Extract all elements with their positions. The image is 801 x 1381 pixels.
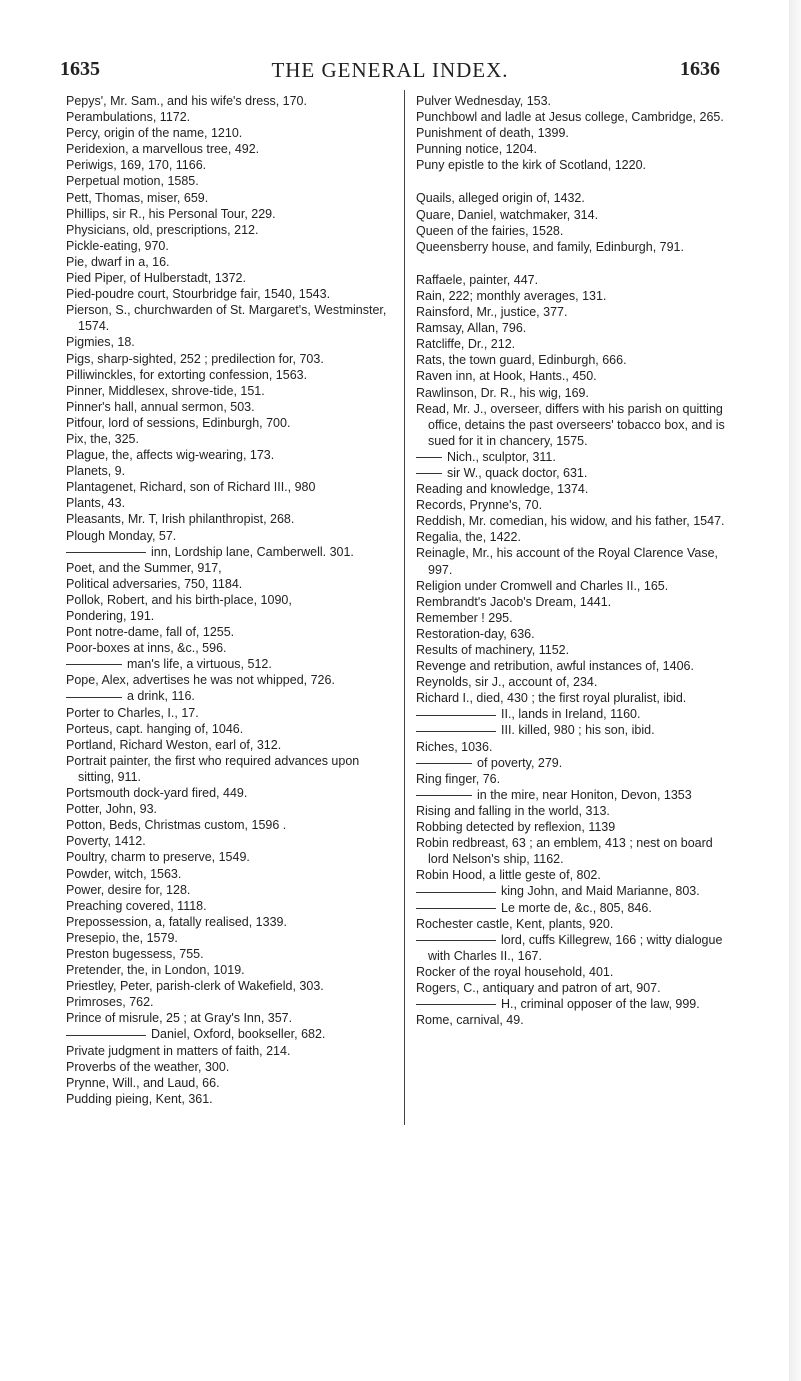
index-entry-text: Rome, carnival, 49.: [416, 1013, 524, 1028]
column-divider: [404, 90, 405, 1125]
index-entry-text: Robin Hood, a little geste of, 802.: [416, 868, 601, 883]
index-entry-text: Poultry, charm to preserve, 1549.: [66, 850, 250, 865]
index-entry-text: Raven inn, at Hook, Hants., 450.: [416, 369, 597, 384]
index-entry-text: of poverty, 279.: [477, 755, 563, 770]
index-entry: [66, 1010, 394, 1026]
index-entry: [416, 401, 732, 449]
index-entry: [416, 739, 732, 755]
index-entry: [66, 930, 394, 946]
index-entry-text: Pudding pieing, Kent, 361.: [66, 1091, 213, 1106]
index-entry: [66, 383, 394, 399]
index-entry: [66, 801, 394, 817]
index-entry-text: Rembrandt's Jacob's Dream, 1441.: [416, 594, 612, 609]
index-entry: [66, 849, 394, 865]
index-entry-text: III. killed, 980 ; his son, ibid.: [501, 723, 655, 738]
index-entry: [66, 592, 394, 608]
index-entry: [416, 368, 732, 384]
index-entry: [416, 835, 732, 867]
index-entry-text: Pierson, S., churchwarden of St. Margaret's, Westminster, 1574.: [66, 303, 387, 334]
index-entry: [416, 996, 732, 1012]
index-entry-text: Pinner, Middlesex, shrove-tide, 151.: [66, 383, 265, 398]
index-entry: [66, 173, 394, 189]
index-entry: [66, 270, 394, 286]
index-entry-text: Revenge and retribution, awful instances of, 1406.: [416, 659, 694, 674]
index-entry: [66, 286, 394, 302]
index-entry-text: Perambulations, 1172.: [66, 110, 191, 125]
index-entry-text: Perpetual motion, 1585.: [66, 174, 199, 189]
ditto-dash: [416, 731, 496, 732]
index-entry-text: Poor-boxes at inns, &c., 596.: [66, 641, 227, 656]
ditto-dash: [66, 697, 122, 698]
index-entry: [416, 706, 732, 722]
index-entry: [66, 415, 394, 431]
index-entry-text: inn, Lordship lane, Camberwell. 301.: [151, 544, 354, 559]
index-entry: [66, 399, 394, 415]
index-entry-text: Reynolds, sir J., account of, 234.: [416, 675, 598, 690]
index-entry: [66, 334, 394, 350]
index-entry: [416, 288, 732, 304]
index-entry: [66, 254, 394, 270]
index-entry-text: Pinner's hall, annual sermon, 503.: [66, 399, 255, 414]
index-entry: [416, 883, 732, 899]
index-entry-text: Pett, Thomas, miser, 659.: [66, 190, 209, 205]
index-entry: [66, 978, 394, 994]
index-entry: [416, 642, 732, 658]
index-entry: [416, 304, 732, 320]
index-entry: [66, 1026, 394, 1042]
index-entry: [416, 157, 732, 173]
index-entry: [66, 833, 394, 849]
index-entry: [416, 690, 732, 706]
index-entry-text: Religion under Cromwell and Charles II., 165.: [416, 578, 669, 593]
index-entry: [66, 672, 394, 688]
index-entry-text: Nich., sculptor, 311.: [447, 449, 556, 464]
index-entry: [416, 803, 732, 819]
index-entry-text: Periwigs, 169, 170, 1166.: [66, 158, 207, 173]
index-entry-text: Planets, 9.: [66, 464, 126, 479]
index-entry: [416, 755, 732, 771]
index-entry-text: Pretender, the, in London, 1019.: [66, 963, 245, 978]
index-entry: [66, 190, 394, 206]
index-entry-text: Preston bugessess, 755.: [66, 946, 204, 961]
index-entry: [416, 916, 732, 932]
index-entry-text: Ratcliffe, Dr., 212.: [416, 337, 516, 352]
ditto-dash: [416, 1004, 496, 1005]
index-entry-text: Ramsay, Allan, 796.: [416, 321, 527, 336]
index-entry: [66, 608, 394, 624]
index-entry-text: Porteus, capt. hanging of, 1046.: [66, 721, 244, 736]
index-entry: [66, 157, 394, 173]
index-entry: [416, 336, 732, 352]
index-entry-text: Raffaele, painter, 447.: [416, 272, 539, 287]
index-entry: [416, 109, 732, 125]
index-entry-text: Pied-poudre court, Stourbridge fair, 1540, 1543.: [66, 287, 331, 302]
index-entry: [66, 1059, 394, 1075]
page-number-left: 1635: [60, 58, 100, 80]
index-entry-text: Powder, witch, 1563.: [66, 866, 182, 881]
index-entry-text: Pied Piper, of Hulberstadt, 1372.: [66, 271, 246, 286]
index-entry-text: Le morte de, &c., 805, 846.: [501, 900, 652, 915]
index-entry-text: H., criminal opposer of the law, 999.: [501, 997, 700, 1012]
index-entry: [66, 946, 394, 962]
index-entry-text: Ring finger, 76.: [416, 771, 501, 786]
index-entry: [66, 544, 394, 560]
index-entry: [66, 817, 394, 833]
index-entry-text: Remember ! 295.: [416, 610, 513, 625]
index-entry: [66, 528, 394, 544]
index-entry: [416, 932, 732, 964]
index-entry-text: Phillips, sir R., his Personal Tour, 229.: [66, 206, 276, 221]
index-entry: [416, 545, 732, 577]
index-entry-text: lord, cuffs Killegrew, 166 ; witty dialogue with Charles II., 167.: [428, 932, 723, 963]
index-entry-text: Rocker of the royal household, 401.: [416, 964, 614, 979]
index-entry-text: Rawlinson, Dr. R., his wig, 169.: [416, 385, 589, 400]
index-entry: [416, 465, 732, 481]
index-entry-text: Richard I., died, 430 ; the first royal pluralist, ibid.: [416, 691, 687, 706]
index-entry-text: Reddish, Mr. comedian, his widow, and his father, 1547.: [416, 514, 725, 529]
index-entry-text: Physicians, old, prescriptions, 212.: [66, 222, 259, 237]
index-entry: [416, 272, 732, 288]
index-entry: [66, 785, 394, 801]
index-entry: [66, 656, 394, 672]
index-entry: [416, 1012, 732, 1028]
index-entry-text: Pope, Alex, advertises he was not whipped, 726.: [66, 673, 335, 688]
index-entry: [416, 320, 732, 336]
index-entry: [66, 1043, 394, 1059]
index-entry-text: Puny epistle to the kirk of Scotland, 1220.: [416, 158, 646, 173]
index-entry: [66, 238, 394, 254]
index-entry: [416, 190, 732, 206]
index-entry: [416, 964, 732, 980]
index-entry: [416, 610, 732, 626]
page-header: [60, 58, 720, 82]
index-entry: [66, 962, 394, 978]
index-entry-text: Prynne, Will., and Laud, 66.: [66, 1075, 220, 1090]
index-entry: [416, 787, 732, 803]
index-entry-text: Records, Prynne's, 70.: [416, 498, 543, 513]
index-entry: [66, 994, 394, 1010]
index-entry-text: Robin redbreast, 63 ; an emblem, 413 ; nest on board lord Nelson's ship, 1162.: [416, 836, 713, 867]
index-entry-text: Portsmouth dock-yard fired, 449.: [66, 786, 248, 801]
index-entry-text: Queensberry house, and family, Edinburgh, 791.: [416, 239, 684, 254]
index-entry-text: Poet, and the Summer, 917,: [66, 560, 222, 575]
index-entry: [66, 640, 394, 656]
index-entry-text: Potton, Beds, Christmas custom, 1596 .: [66, 818, 287, 833]
index-entry: [66, 866, 394, 882]
index-entry-text: Plague, the, affects wig-wearing, 173.: [66, 448, 275, 463]
index-entry: [66, 511, 394, 527]
index-entry: [66, 576, 394, 592]
index-entry-text: sir W., quack doctor, 631.: [447, 465, 588, 480]
index-entry-text: Queen of the fairies, 1528.: [416, 223, 564, 238]
index-entry: [416, 125, 732, 141]
index-entry-text: Pulver Wednesday, 153.: [416, 94, 552, 108]
index-entry-text: II., lands in Ireland, 1160.: [501, 707, 641, 722]
index-entry-text: Punchbowl and ladle at Jesus college, Cambridge, 265.: [416, 110, 724, 125]
index-column-left: [66, 93, 394, 1107]
index-entry-text: Pilliwinckles, for extorting confession, 1563.: [66, 367, 308, 382]
index-entry-text: Percy, origin of the name, 1210.: [66, 126, 243, 141]
index-entry: [416, 141, 732, 157]
index-entry-text: Porter to Charles, I., 17.: [66, 705, 199, 720]
index-entry: [66, 914, 394, 930]
ditto-dash: [416, 795, 472, 796]
index-entry-text: Primroses, 762.: [66, 995, 154, 1010]
index-entry: [416, 481, 732, 497]
index-entry: [66, 1075, 394, 1091]
index-entry: [416, 578, 732, 594]
index-entry-text: in the mire, near Honiton, Devon, 1353: [477, 787, 692, 802]
index-entry-text: Quails, alleged origin of, 1432.: [416, 191, 585, 206]
index-entry: [416, 867, 732, 883]
index-entry: [416, 385, 732, 401]
index-entry-text: Rainsford, Mr., justice, 377.: [416, 305, 568, 320]
index-entry: [66, 882, 394, 898]
index-entry: [66, 721, 394, 737]
index-entry-text: Riches, 1036.: [416, 739, 493, 754]
index-entry-text: Pollok, Robert, and his birth-place, 1090,: [66, 592, 292, 607]
index-entry: [66, 125, 394, 141]
index-entry-text: Pleasants, Mr. T, Irish philanthropist, 268.: [66, 512, 295, 527]
index-entry-text: Rochester castle, Kent, plants, 920.: [416, 916, 614, 931]
index-entry: [66, 705, 394, 721]
index-entry-text: Pigs, sharp-sighted, 252 ; predilection for, 703.: [66, 351, 324, 366]
ditto-dash: [416, 715, 496, 716]
running-title: THE GENERAL INDEX.: [271, 58, 509, 82]
index-entry-text: Pont notre-dame, fall of, 1255.: [66, 625, 235, 640]
index-entry-text: Reading and knowledge, 1374.: [416, 482, 589, 497]
ditto-dash: [66, 664, 122, 665]
page-edge-shadow: [789, 0, 801, 1381]
index-entry: [416, 722, 732, 738]
index-entry: [66, 737, 394, 753]
ditto-dash: [416, 473, 442, 474]
index-entry-text: Pie, dwarf in a, 16.: [66, 254, 170, 269]
index-entry-text: Peridexion, a marvellous tree, 492.: [66, 142, 260, 157]
index-entry-text: Presepio, the, 1579.: [66, 930, 178, 945]
index-column-right: [416, 93, 732, 1028]
index-entry: [66, 1091, 394, 1107]
index-entry: [66, 222, 394, 238]
index-entry: [416, 819, 732, 835]
index-entry: [416, 93, 732, 109]
index-entry: [66, 367, 394, 383]
index-entry: [66, 688, 394, 704]
index-entry: [66, 447, 394, 463]
index-entry-text: Pix, the, 325.: [66, 431, 139, 446]
index-entry: [416, 352, 732, 368]
index-entry-text: Pickle-eating, 970.: [66, 238, 169, 253]
ditto-dash: [66, 1035, 146, 1036]
index-entry: [66, 141, 394, 157]
index-entry-text: Power, desire for, 128.: [66, 882, 191, 897]
index-entry-text: Preaching covered, 1118.: [66, 898, 207, 913]
index-entry-text: Rats, the town guard, Edinburgh, 666.: [416, 353, 627, 368]
ditto-dash: [416, 892, 496, 893]
index-entry-text: Priestley, Peter, parish-clerk of Wakefield, 303.: [66, 979, 324, 994]
ditto-dash: [416, 940, 496, 941]
index-entry-text: man's life, a virtuous, 512.: [127, 657, 272, 672]
index-entry-text: Potter, John, 93.: [66, 802, 158, 817]
index-entry-text: Poverty, 1412.: [66, 834, 146, 849]
index-entry: [416, 980, 732, 996]
index-entry-text: Pepys', Mr. Sam., and his wife's dress, 170.: [66, 94, 307, 108]
index-entry-text: Pondering, 191.: [66, 609, 155, 623]
index-entry: [66, 560, 394, 576]
index-entry-text: Proverbs of the weather, 300.: [66, 1059, 230, 1074]
index-entry: [66, 93, 394, 109]
index-entry: [416, 626, 732, 642]
index-entry: [416, 207, 732, 223]
index-entry-text: Daniel, Oxford, bookseller, 682.: [151, 1027, 326, 1042]
index-entry-text: Regalia, the, 1422.: [416, 530, 521, 545]
ditto-dash: [416, 457, 442, 458]
index-entry: [416, 449, 732, 465]
index-entry-text: Read, Mr. J., overseer, differs with his parish on quitting office, detains the past overseers' tobacco box, and is sued for it in chancery, 1575.: [416, 401, 725, 448]
index-entry-text: Reinagle, Mr., his account of the Royal Clarence Vase, 997.: [416, 546, 719, 577]
index-entry: [416, 900, 732, 916]
index-entry-text: Pigmies, 18.: [66, 335, 135, 350]
index-entry: [416, 594, 732, 610]
index-entry: [416, 497, 732, 513]
index-entry: [416, 529, 732, 545]
index-entry: [416, 239, 732, 255]
ditto-dash: [416, 908, 496, 909]
index-entry: [416, 771, 732, 787]
index-entry: [66, 206, 394, 222]
index-entry: [66, 898, 394, 914]
index-entry: [66, 495, 394, 511]
index-entry-text: Prince of misrule, 25 ; at Gray's Inn, 357.: [66, 1011, 293, 1026]
index-entry: [66, 302, 394, 334]
index-entry: [66, 351, 394, 367]
index-entry-text: Prepossession, a, fatally realised, 1339.: [66, 914, 287, 929]
index-entry-text: Robbing detected by reflexion, 1139: [416, 820, 616, 835]
index-entry-text: Rising and falling in the world, 313.: [416, 803, 610, 818]
index-entry-text: Rain, 222; monthly averages, 131.: [416, 288, 607, 303]
index-entry: [416, 674, 732, 690]
index-entry-text: Quare, Daniel, watchmaker, 314.: [416, 207, 599, 222]
index-entry-text: Pitfour, lord of sessions, Edinburgh, 700.: [66, 415, 291, 430]
index-entry-text: Punishment of death, 1399.: [416, 126, 569, 141]
index-entry-text: Plough Monday, 57.: [66, 528, 177, 543]
index-entry: [66, 463, 394, 479]
index-entry: [66, 109, 394, 125]
index-entry-text: Portland, Richard Weston, earl of, 312.: [66, 737, 282, 752]
index-entry-text: Results of machinery, 1152.: [416, 643, 570, 657]
index-entry-text: Punning notice, 1204.: [416, 142, 537, 157]
index-entry-text: Portrait painter, the first who required advances upon sitting, 911.: [66, 753, 360, 784]
index-entry: [416, 513, 732, 529]
index-entry-text: Restoration-day, 636.: [416, 626, 535, 641]
index-entry: [66, 479, 394, 495]
index-entry-text: king John, and Maid Marianne, 803.: [501, 884, 700, 899]
ditto-dash: [66, 552, 146, 553]
index-entry-text: Plantagenet, Richard, son of Richard III., 980: [66, 480, 316, 495]
index-entry: [66, 431, 394, 447]
index-entry-text: Rogers, C., antiquary and patron of art, 907.: [416, 980, 661, 995]
page-number-right: 1636: [680, 58, 720, 80]
index-entry: [416, 658, 732, 674]
index-entry-text: Political adversaries, 750, 1184.: [66, 576, 243, 591]
index-entry: [416, 223, 732, 239]
ditto-dash: [416, 763, 472, 764]
index-entry-text: Plants, 43.: [66, 496, 126, 511]
index-entry: [66, 753, 394, 785]
index-entry: [66, 624, 394, 640]
index-entry-text: a drink, 116.: [127, 689, 195, 704]
index-entry-text: Private judgment in matters of faith, 214.: [66, 1043, 291, 1058]
